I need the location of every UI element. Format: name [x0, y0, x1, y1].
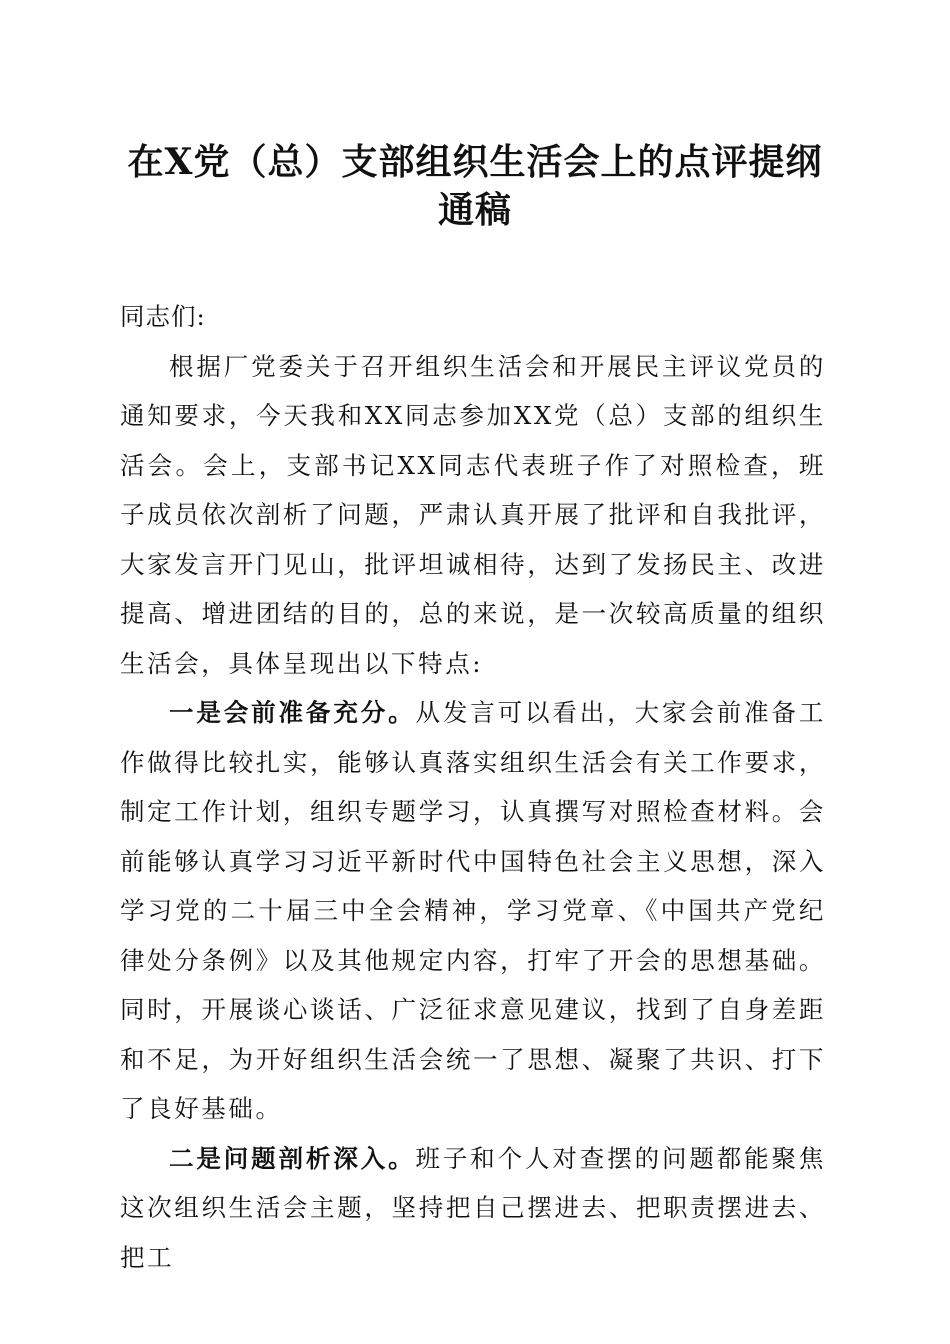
paragraph-lead: 二是问题剖析深入。 — [169, 1143, 416, 1173]
salutation: 同志们: — [120, 302, 206, 331]
paragraph-text: 班子和个人对查摆的问题都能聚焦这次组织生活会主题，坚持把自己摆进去、把职责摆进去、把工 — [120, 1143, 826, 1272]
paragraph-intro — [120, 342, 826, 689]
document-title: 在X党（总）支部组织生活会上的点评提纲通稿 — [127, 141, 823, 231]
paragraph-text: 从发言可以看出，大家会前准备工作做得比较扎实，能够认真落实组织生活会有关工作要求，制定工作计划，组织专题学习，认真撰写对照检查材料。会前能够认真学习习近平新时代中国特色社会主义思想，深入学习党的二十届三中全会精神，学习党章、《中国共产党纪律处分条例》以及其他规定内容，打牢了开会的思想基础。同时，开展谈心谈话、广泛征求意见建议，找到了自身差距和不足，为开好组织生活会统一了思想、凝聚了共识、打下了良好基础。 — [120, 698, 826, 1123]
paragraph-lead: 一是会前准备充分。 — [169, 698, 416, 727]
paragraph-point-one — [120, 688, 826, 1134]
paragraph-text: 根据厂党委关于召开组织生活会和开展民主评议党员的通知要求，今天我和XX同志参加XX党（总）支部的组织生活会。会上，支部书记XX同志代表班子作了对照检查，班子成员依次剖析了问题，严肃认真开展了批评和自我批评，大家发言开门见山，批评坦诚相待，达到了发扬民主、改进提高、增进团结的目的，总的来说，是一次较高质量的组织生活会，具体呈现出以下特点: — [120, 351, 826, 678]
paragraph-point-two — [120, 1134, 826, 1283]
document-body — [120, 292, 826, 1282]
